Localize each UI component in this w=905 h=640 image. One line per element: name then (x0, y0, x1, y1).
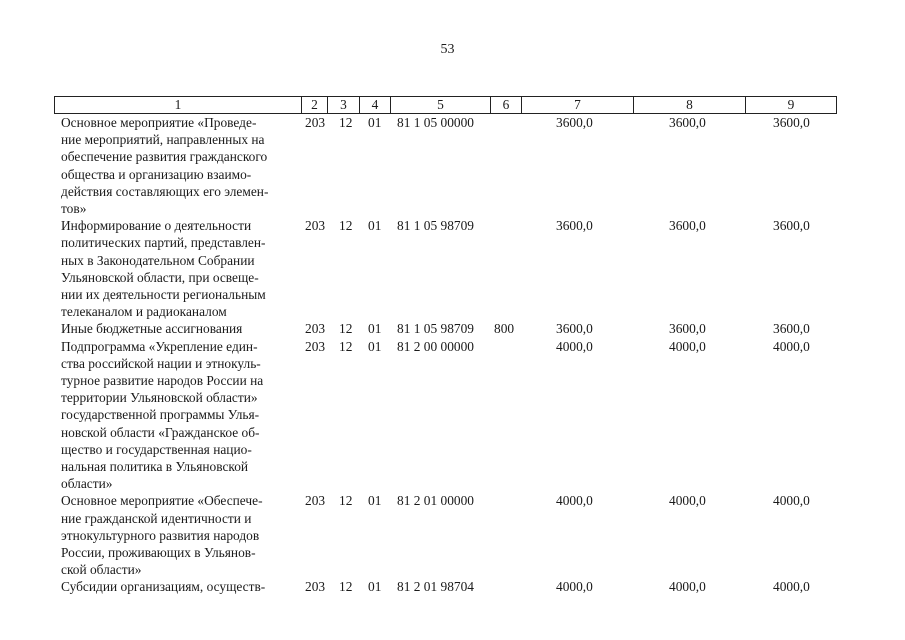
desc-line: нальная политика в Ульяновской (61, 459, 249, 475)
cell-amount-1: 4000,0 (556, 493, 593, 509)
header-col-8: 8 (634, 97, 746, 113)
cell-amount-2: 3600,0 (669, 321, 706, 337)
desc-line: России, проживающих в Ульянов- (61, 545, 256, 561)
cell-ministry: 203 (305, 321, 326, 337)
header-col-6: 6 (491, 97, 522, 113)
desc-line: турное развитие народов России на (61, 373, 264, 389)
table-row (0, 114, 905, 217)
header-col-5: 5 (391, 97, 491, 113)
desc-line: тов» (61, 201, 87, 217)
desc-line: Основное мероприятие «Проведе- (61, 115, 257, 130)
row-description (61, 338, 295, 493)
cell-ministry: 203 (305, 338, 326, 354)
cell-subsection: 01 (368, 218, 382, 234)
cell-subsection: 01 (368, 493, 382, 509)
desc-line: Информирование о деятельности (61, 218, 252, 234)
table-row (0, 492, 905, 578)
desc-line: Ульяновской области, при освеще- (61, 269, 259, 285)
desc-line: этнокультурного развития народов (61, 527, 260, 543)
desc-line: щество и государственная нацио- (61, 441, 252, 457)
desc-line: области» (61, 476, 113, 492)
cell-amount-1: 4000,0 (556, 579, 593, 595)
cell-subsection: 01 (368, 579, 382, 595)
cell-target-article: 81 2 01 00000 (397, 493, 474, 509)
page-number: 53 (440, 42, 455, 57)
desc-line: Основное мероприятие «Обеспече- (61, 493, 263, 509)
header-col-3: 3 (328, 97, 360, 113)
cell-subsection: 01 (368, 338, 382, 354)
cell-amount-1: 3600,0 (556, 115, 593, 130)
desc-line: Иные бюджетные ассигнования (61, 321, 243, 337)
table-body (0, 114, 905, 596)
desc-line: ства российской нации и этнокуль- (61, 355, 261, 371)
cell-amount-2: 3600,0 (669, 218, 706, 234)
desc-line: Субсидии организациям, осуществ- (61, 579, 266, 595)
desc-line: действия составляющих его элемен- (61, 183, 269, 199)
table-header (54, 96, 837, 114)
cell-target-article: 81 2 00 00000 (397, 338, 474, 354)
table-row (0, 338, 905, 493)
header-col-2: 2 (302, 97, 328, 113)
desc-line: телеканалом и радиоканалом (61, 304, 227, 320)
cell-amount-3: 3600,0 (773, 115, 810, 130)
cell-amount-3: 3600,0 (773, 321, 810, 337)
desc-line: обеспечение развития гражданского (61, 149, 268, 165)
cell-amount-3: 4000,0 (773, 338, 810, 354)
table-row (0, 320, 905, 337)
cell-section: 12 (339, 579, 353, 595)
cell-section: 12 (339, 338, 353, 354)
cell-amount-3: 3600,0 (773, 218, 810, 234)
cell-amount-2: 4000,0 (669, 338, 706, 354)
cell-amount-3: 4000,0 (773, 493, 810, 509)
cell-amount-1: 3600,0 (556, 321, 593, 337)
cell-ministry: 203 (305, 218, 326, 234)
cell-section: 12 (339, 218, 353, 234)
header-col-7: 7 (522, 97, 634, 113)
cell-section: 12 (339, 493, 353, 509)
desc-line: ние мероприятий, направленных на (61, 132, 265, 148)
cell-target-article: 81 1 05 98709 (397, 321, 474, 337)
cell-ministry: 203 (305, 579, 326, 595)
header-col-1: 1 (55, 97, 302, 113)
desc-line: нии их деятельности региональным (61, 287, 266, 303)
desc-line: государственной программы Улья- (61, 407, 260, 423)
row-description (61, 492, 295, 578)
table-row (0, 217, 905, 320)
cell-amount-2: 4000,0 (669, 493, 706, 509)
desc-line: ние гражданской идентичности и (61, 510, 252, 526)
cell-target-article: 81 1 05 98709 (397, 218, 474, 234)
cell-ministry: 203 (305, 115, 326, 130)
cell-section: 12 (339, 115, 353, 130)
row-description (61, 320, 295, 337)
cell-amount-1: 3600,0 (556, 218, 593, 234)
cell-subsection: 01 (368, 321, 382, 337)
desc-line: политических партий, представлен- (61, 235, 266, 251)
cell-target-article: 81 2 01 98704 (397, 579, 474, 595)
cell-section: 12 (339, 321, 353, 337)
table-row (0, 578, 905, 595)
desc-line: территории Ульяновской области» (61, 390, 258, 406)
header-col-4: 4 (360, 97, 391, 113)
cell-target-article: 81 1 05 00000 (397, 115, 474, 130)
cell-amount-2: 4000,0 (669, 579, 706, 595)
desc-line: общества и организацию взаимо- (61, 166, 252, 182)
cell-amount-3: 4000,0 (773, 579, 810, 595)
row-description (61, 114, 295, 217)
desc-line: ных в Законодательном Собрании (61, 252, 255, 268)
cell-amount-2: 3600,0 (669, 115, 706, 130)
desc-line: ской области» (61, 562, 142, 578)
row-description (61, 578, 295, 595)
cell-expense-type: 800 (494, 321, 515, 337)
desc-line: новской области «Гражданское об- (61, 424, 260, 440)
cell-amount-1: 4000,0 (556, 338, 593, 354)
cell-ministry: 203 (305, 493, 326, 509)
cell-subsection: 01 (368, 115, 382, 130)
desc-line: Подпрограмма «Укрепление един- (61, 338, 258, 354)
header-col-9: 9 (787, 97, 795, 112)
row-description (61, 217, 295, 320)
